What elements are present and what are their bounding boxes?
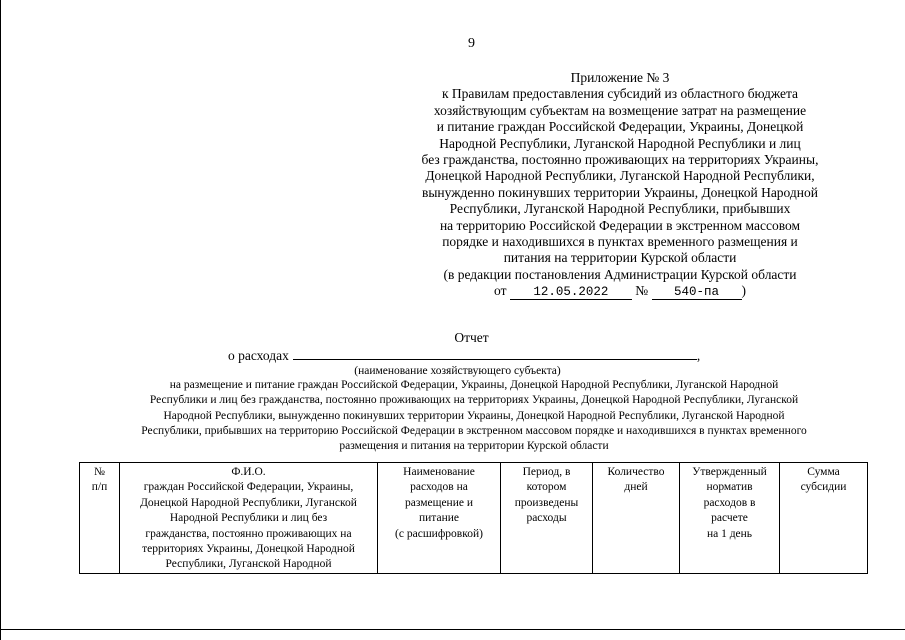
appendix-line: к Правилам предоставления субсидий из областного бюджета [441, 86, 799, 102]
header-line: расчете [711, 512, 748, 525]
report-title: Отчет [454, 330, 489, 345]
report-table [79, 462, 868, 574]
resolution-number: 540-па [652, 285, 742, 300]
header-line: размещение и [404, 496, 474, 509]
header-line: п/п [91, 481, 108, 494]
header-line: Народной Республики и лиц без [169, 512, 328, 525]
purpose-line: Народной Республики, вынужденно покинувших территории Украины, Донецкой Народной Республики, Луганской Народной [163, 409, 785, 422]
resolution-date: 12.05.2022 [510, 285, 632, 300]
appendix-line: на территорию Российской Федерации в экстренном массовом [439, 217, 801, 233]
header-line: норматив [706, 481, 753, 494]
appendix-header [370, 70, 870, 300]
appendix-line: вынужденно покинувших территории Украины, Донецкой Народной [421, 184, 818, 200]
header-line: (с расшифровкой) [395, 527, 483, 540]
report-purpose [94, 378, 854, 454]
expenses-comma: , [696, 348, 701, 363]
header-line: расходы [526, 512, 567, 525]
header-line: питание [419, 512, 459, 525]
page-number: 9 [468, 36, 475, 51]
purpose-line: Республики, прибывших на территорию Российской Федерации в экстренном массовом порядке и находившихся в пунктах временного [141, 424, 807, 437]
scan-left-edge [0, 0, 1, 640]
scan-bottom-edge [0, 629, 905, 630]
header-line: субсидии [800, 481, 847, 494]
header-line: граждан Российской Федерации, Украины, [143, 481, 354, 494]
header-line: Донецкой Народной Республики, Луганской [140, 496, 357, 509]
header-line: на 1 день [706, 527, 753, 540]
expenses-label: о расходах [228, 348, 289, 363]
header-line: Республики, Луганской Народной [165, 558, 332, 571]
header-line: расходов на [410, 481, 468, 494]
appendix-line: без гражданства, постоянно проживающих на территориях Украины, [421, 152, 819, 168]
header-line: дней [624, 481, 648, 494]
header-line: Ф.И.О. [231, 466, 266, 478]
header-line: Наименование [403, 466, 475, 478]
header-cell-subsidy-sum [780, 463, 868, 574]
purpose-line: Республики и лиц без гражданства, постоянно проживающих на территориях Украины, Донецкой Народной Республики, Луганской [149, 394, 799, 407]
header-cell-number [80, 463, 120, 574]
header-line: Период, в [522, 466, 571, 478]
header-line: № [94, 466, 105, 478]
appendix-line: порядке и находившихся в пунктах временного размещения и [442, 234, 798, 250]
appendix-line: Донецкой Народной Республики, Луганской Народной Республики, [425, 168, 815, 184]
header-line: гражданства, постоянно проживающих на [145, 527, 352, 540]
header-line: Утвержденный [692, 466, 767, 478]
purpose-line: на размещение и питание граждан Российской Федерации, Украины, Донецкой Народной Республики, Луганской Народной [169, 379, 779, 391]
header-cell-days [593, 463, 680, 574]
header-line: территориях Украины, Донецкой Народной [142, 543, 355, 556]
header-cell-expense-name [378, 463, 501, 574]
header-line: Количество [607, 466, 665, 478]
header-cell-fio [120, 463, 378, 574]
appendix-line: хозяйствующим субъектам на возмещение затрат на размещение [433, 102, 807, 118]
appendix-line: и питание граждан Российской Федерации, Украины, Донецкой [436, 119, 804, 135]
resolution-date-line [370, 283, 870, 300]
date-prefix: от [494, 283, 507, 299]
appendix-line: Республики, Луганской Народной Республики, прибывших [449, 201, 791, 217]
table-header-row [80, 463, 868, 574]
entity-name-blank [293, 347, 697, 360]
purpose-line: размещения и питания на территории Курской области [339, 440, 609, 453]
number-prefix: № [635, 283, 649, 299]
header-cell-norm [680, 463, 780, 574]
header-line: котором [526, 481, 567, 494]
header-line: расходов в [703, 496, 756, 509]
header-line: Сумма [807, 466, 840, 478]
appendix-line: (в редакции постановления Администрации Курской области [443, 266, 797, 282]
appendix-line: Народной Республики, Луганской Народной Республики и лиц [439, 135, 801, 151]
appendix-line: питания на территории Курской области [503, 250, 737, 266]
closing-paren: ) [741, 283, 746, 299]
expenses-line [228, 347, 700, 364]
entity-name-hint: (наименование хозяйствующего субъекта) [354, 365, 561, 377]
header-line: произведены [514, 496, 579, 509]
appendix-title: Приложение № 3 [570, 70, 670, 85]
header-cell-period [501, 463, 593, 574]
